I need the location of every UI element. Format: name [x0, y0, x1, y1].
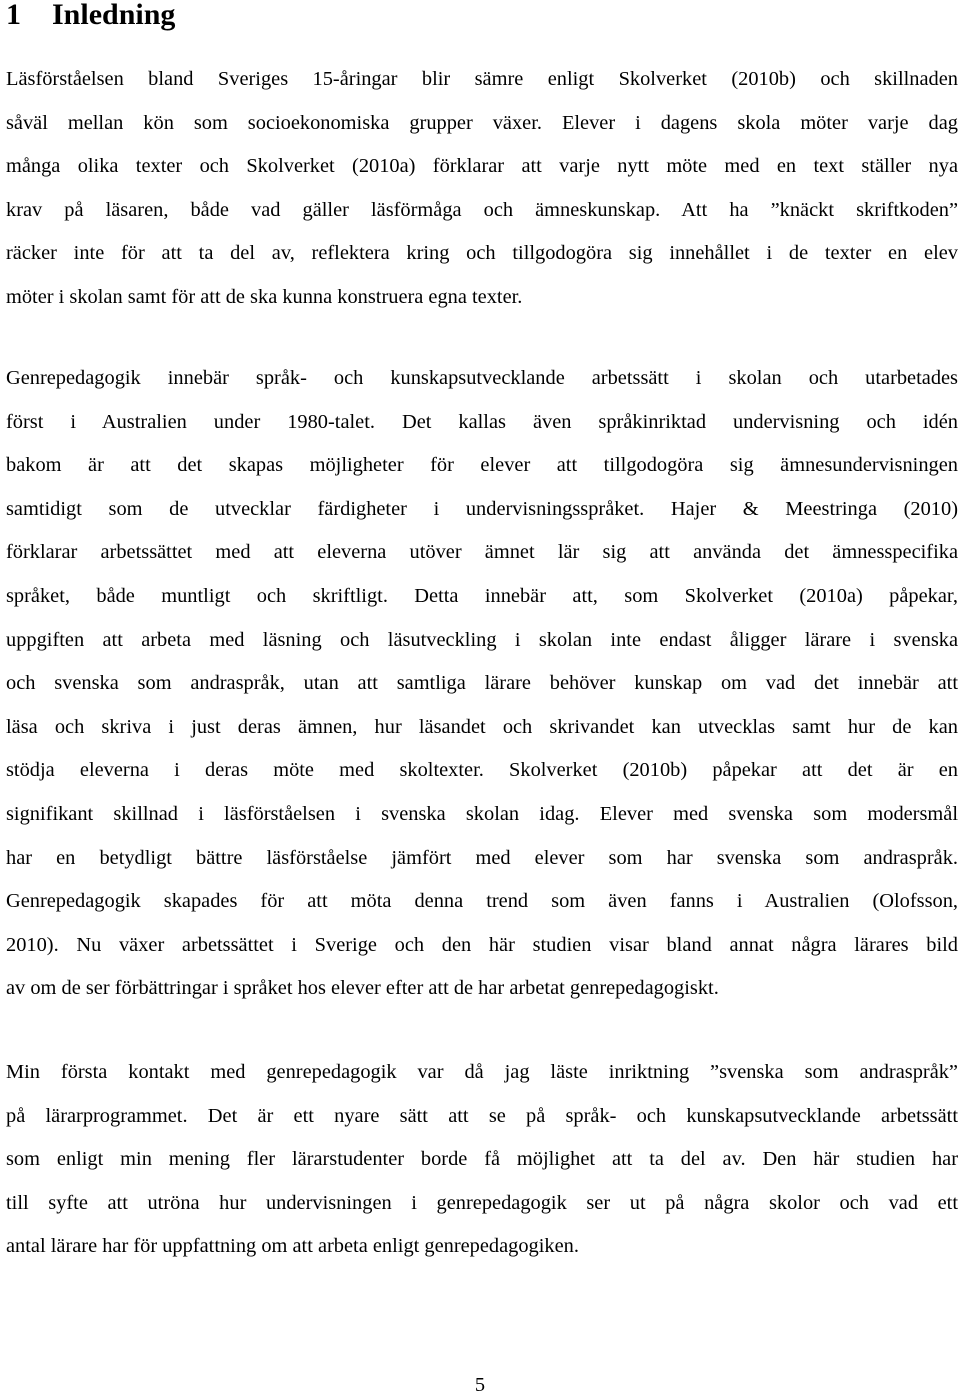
paragraph-line: Genrepedagogik innebär språk- och kunskapsutvecklande arbetssätt i skolan och utarbetades [6, 367, 958, 389]
paragraph-line: först i Australien under 1980-talet. Det kallas även språkinriktad undervisning och idén [6, 410, 958, 433]
paragraph-line: bakom är att det skapas möjligheter för elever att tillgodogöra sig ämnesundervisningen [6, 454, 958, 477]
paragraph-line: av om de ser förbättringar i språket hos elever efter att de har arbetat genrepedagogiskt. [6, 977, 719, 1000]
paragraph-line: antal lärare har för uppfattning om att arbeta enligt genrepedagogiken. [6, 1235, 579, 1258]
section-number: 1 [6, 0, 21, 31]
paragraph-3 [6, 1051, 958, 1269]
paragraph-line: stödja eleverna i deras möte med skoltexter. Skolverket (2010b) påpekar att det är en [6, 759, 958, 782]
paragraph-line: möter i skolan samt för att de ska kunna konstruera egna texter. [6, 285, 523, 308]
paragraph-line: samtidigt som de utvecklar färdigheter i undervisningsspråket. Hajer & Meestringa (2010) [6, 497, 958, 520]
paragraph-line: Min första kontakt med genrepedagogik var då jag läste inriktning ”svenska som andraspråk” [6, 1061, 958, 1083]
paragraph-line: såväl mellan kön som socioekonomiska grupper växer. Elever i dagens skola möter varje dag [6, 111, 958, 134]
paragraph-line: Läsförståelsen bland Sveriges 15-åringar blir sämre enligt Skolverket (2010b) och skillnaden [6, 68, 958, 90]
section-title: Inledning [52, 0, 176, 31]
paragraph-line: förklarar arbetssättet med att eleverna utöver ämnet lär sig att använda det ämnesspecifika [6, 541, 958, 564]
paragraph-line: krav på läsaren, både vad gäller läsförmåga och ämneskunskap. Att ha ”knäckt skriftkoden” [6, 198, 958, 221]
paragraph-line: uppgiften att arbeta med läsning och läsutveckling i skolan inte endast åligger lärare i svenska [6, 628, 958, 651]
paragraph-1 [6, 58, 958, 320]
paragraph-line: på lärarprogrammet. Det är ett nyare sätt att se på språk- och kunskapsutvecklande arbetssätt [6, 1104, 958, 1127]
paragraph-line: Genrepedagogik skapades för att möta denna trend som även fanns i Australien (Olofsson, [6, 890, 958, 913]
paragraph-line: 2010). Nu växer arbetssättet i Sverige och den här studien visar bland annat några lärares bild [6, 933, 958, 956]
paragraph-line: har en betydligt bättre läsförståelse jämfört med elever som har svenska som andraspråk. [6, 846, 958, 869]
paragraph-2 [6, 357, 958, 1011]
paragraph-line: signifikant skillnad i läsförståelsen i svenska skolan idag. Elever med svenska som modersmål [6, 802, 958, 825]
paragraph-line: och svenska som andraspråk, utan att samtliga lärare behöver kunskap om vad det innebär att [6, 672, 958, 695]
paragraph-line: läsa och skriva i just deras ämnen, hur läsandet och skrivandet kan utvecklas samt hur de kan [6, 715, 958, 738]
paragraph-line: till syfte att utröna hur undervisningen i genrepedagogik ser ut på några skolor och vad ett [6, 1191, 958, 1214]
paragraph-line: språket, både muntligt och skriftligt. Detta innebär att, som Skolverket (2010a) påpekar, [6, 584, 958, 607]
paragraph-line: som enligt min mening fler lärarstudenter borde få möjlighet att ta del av. Den här studien har [6, 1148, 958, 1171]
paragraph-line: många olika texter och Skolverket (2010a) förklarar att varje nytt möte med en text ställer nya [6, 155, 958, 178]
page-number: 5 [474, 1374, 486, 1396]
paragraph-line: räcker inte för att ta del av, reflektera kring och tillgodogöra sig innehållet i de texter en elev [6, 242, 958, 265]
section-heading [6, 0, 175, 34]
